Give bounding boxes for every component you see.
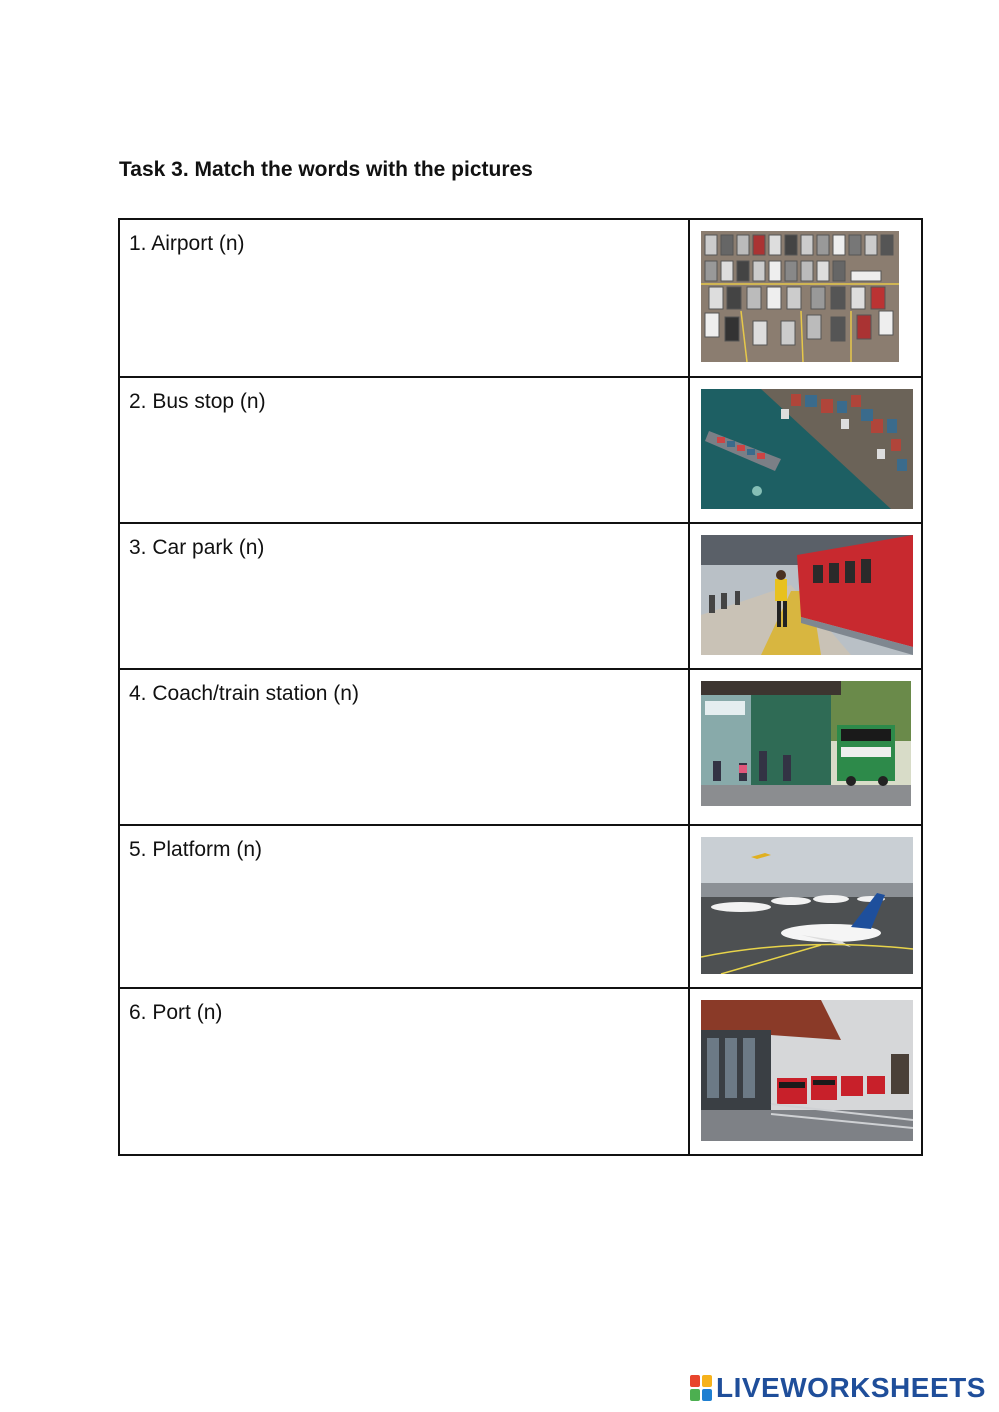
word-label: 5. Platform (n) — [129, 838, 263, 861]
word-label: 2. Bus stop (n) — [129, 390, 266, 413]
word-cell — [119, 988, 689, 1155]
word-cell — [119, 523, 689, 669]
picture-cell[interactable] — [689, 988, 922, 1155]
liveworksheets-logo-icon — [690, 1375, 712, 1401]
picture-cell[interactable] — [689, 669, 922, 825]
coach-station-photo — [701, 1000, 913, 1141]
word-cell — [119, 825, 689, 988]
car-park-photo — [701, 231, 899, 362]
picture-cell[interactable] — [689, 523, 922, 669]
container-port-photo — [701, 389, 913, 509]
logo-square — [702, 1389, 712, 1401]
airport-photo — [701, 837, 913, 974]
table-row — [119, 669, 922, 825]
picture-cell[interactable] — [689, 219, 922, 377]
logo-square — [702, 1375, 712, 1387]
table-row — [119, 377, 922, 523]
brand-name: LIVEWORKSHEETS — [716, 1372, 986, 1403]
logo-square — [690, 1375, 700, 1387]
picture-cell[interactable] — [689, 825, 922, 988]
table-row — [119, 523, 922, 669]
table-row — [119, 825, 922, 988]
matching-table — [118, 218, 923, 1156]
logo-square — [690, 1389, 700, 1401]
train-platform-photo — [701, 535, 913, 655]
word-label: 1. Airport (n) — [129, 232, 245, 255]
word-label: 3. Car park (n) — [129, 536, 265, 559]
word-label: 6. Port (n) — [129, 1001, 223, 1024]
page-title: Task 3. Match the words with the pictures — [119, 158, 533, 181]
table-row — [119, 219, 922, 377]
table-row — [119, 988, 922, 1155]
bus-stop-photo — [701, 681, 911, 806]
liveworksheets-footer[interactable] — [690, 1372, 986, 1404]
word-label: 4. Coach/train station (n) — [129, 682, 359, 705]
word-cell — [119, 669, 689, 825]
word-cell — [119, 219, 689, 377]
word-cell — [119, 377, 689, 523]
picture-cell[interactable] — [689, 377, 922, 523]
